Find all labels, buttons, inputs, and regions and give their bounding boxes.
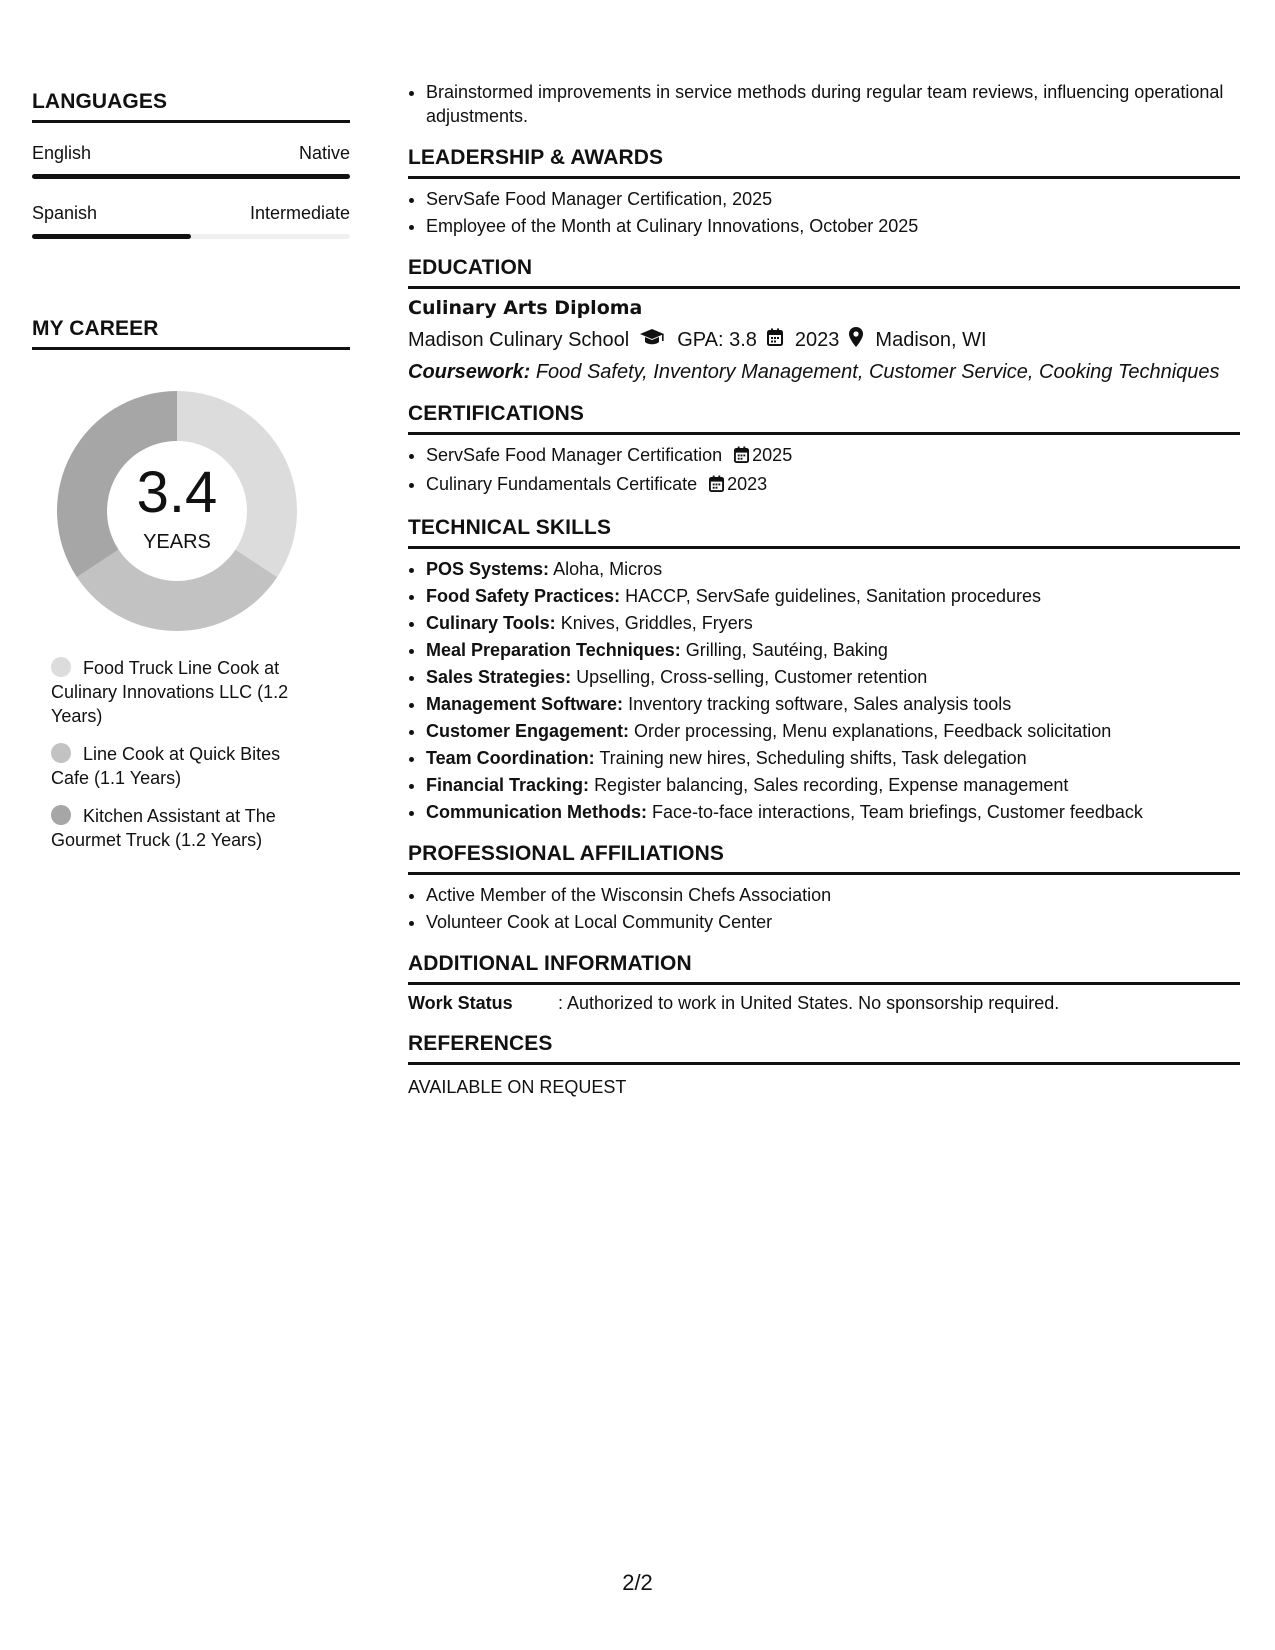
right-column: [408, 80, 1240, 1098]
experience-bullet: • Brainstormed improvements in service methods during regular team reviews, influencing operational adjustments.: [426, 80, 1240, 128]
language-name: English: [32, 143, 92, 163]
coursework-label: Coursework:: [408, 361, 531, 383]
certifications-section: [408, 402, 1240, 498]
language-level-fill: [32, 234, 191, 239]
legend-label: Kitchen Assistant at The Gourmet Truck (1.2 Years): [51, 806, 276, 850]
leadership-section: [408, 146, 1240, 238]
skill-label: Food Safety Practices:: [426, 586, 621, 606]
education-year: 2023: [794, 328, 840, 351]
skill-label: Financial Tracking:: [426, 775, 590, 795]
skill-value: Training new hires, Scheduling shifts, Task delegation: [599, 748, 1027, 768]
skill-value: Order processing, Menu explanations, Feedback solicitation: [634, 721, 1112, 741]
certifications-title: CERTIFICATIONS: [408, 402, 1240, 435]
skill-label: Meal Preparation Techniques:: [426, 640, 681, 660]
skill-label: Team Coordination:: [426, 748, 595, 768]
language-level: Intermediate: [249, 203, 350, 223]
legend-dot: [51, 657, 71, 677]
skill-value: Grilling, Sautéing, Baking: [685, 640, 888, 660]
skill-item: [426, 746, 1240, 770]
education-coursework: [408, 361, 1240, 384]
leadership-title: LEADERSHIP & AWARDS: [408, 146, 1240, 179]
work-status-label: Work Status: [408, 993, 513, 1013]
skill-value: Inventory tracking software, Sales analysis tools: [628, 694, 1012, 714]
education-location: Madison, WI: [875, 328, 987, 351]
career-total-unit: YEARS: [143, 531, 211, 553]
language-level-fill: [32, 174, 350, 179]
references-title: REFERENCES: [408, 1032, 1240, 1065]
skill-value: Knives, Griddles, Fryers: [560, 613, 753, 633]
affiliations-title: PROFESSIONAL AFFILIATIONS: [408, 842, 1240, 875]
legend-item: [51, 656, 311, 728]
language-level: Native: [298, 143, 350, 163]
legend-item: [51, 804, 311, 852]
work-status-row: [408, 993, 1240, 1014]
skill-label: POS Systems:: [426, 559, 550, 579]
legend-item: [51, 742, 311, 790]
education-school: Madison Culinary School: [408, 328, 630, 351]
career-title: MY CAREER: [32, 317, 350, 350]
calendar-icon: [767, 328, 783, 352]
graduation-cap-icon: [639, 328, 665, 352]
certification-name: Culinary Fundamentals Certificate: [426, 474, 698, 494]
languages-title: LANGUAGES: [32, 90, 350, 123]
skills-title: TECHNICAL SKILLS: [408, 516, 1240, 549]
certification-name: ServSafe Food Manager Certification: [426, 445, 723, 465]
references-section: [408, 1032, 1240, 1098]
certification-item: [426, 472, 1240, 498]
left-column: [32, 90, 350, 866]
skill-value: HACCP, ServSafe guidelines, Sanitation procedures: [625, 586, 1041, 606]
skill-label: Communication Methods:: [426, 802, 647, 822]
career-legend: [32, 656, 311, 852]
certification-year: 2025: [752, 445, 793, 465]
skill-item: [426, 557, 1240, 581]
calendar-icon: [709, 474, 724, 498]
additional-section: [408, 952, 1240, 1014]
affiliation-item: • Active Member of the Wisconsin Chefs Association: [426, 883, 1240, 907]
leadership-item: • Employee of the Month at Culinary Innovations, October 2025: [426, 214, 1240, 238]
career-donut-chart: [32, 374, 350, 634]
skill-value: Register balancing, Sales recording, Expense management: [594, 775, 1069, 795]
language-name: Spanish: [32, 203, 98, 223]
skills-section: [408, 516, 1240, 824]
experience-tail-list: [408, 80, 1240, 128]
skill-item: [426, 692, 1240, 716]
skill-value: Upselling, Cross-selling, Customer retention: [576, 667, 928, 687]
skill-item: [426, 638, 1240, 662]
work-status-value: : Authorized to work in United States. No sponsorship required.: [558, 993, 1060, 1013]
skill-value: Face-to-face interactions, Team briefings, Customer feedback: [652, 802, 1143, 822]
education-gpa: GPA: 3.8: [677, 328, 757, 351]
education-details: [408, 327, 1240, 353]
legend-label: Food Truck Line Cook at Culinary Innovations LLC (1.2 Years): [51, 658, 289, 726]
education-degree: Culinary Arts Diploma: [408, 297, 643, 319]
career-total-value: 3.4: [136, 460, 218, 525]
skill-item: [426, 665, 1240, 689]
language-level-bar: [32, 174, 350, 179]
references-text: AVAILABLE ON REQUEST: [408, 1077, 627, 1097]
skill-item: [426, 800, 1240, 824]
skill-label: Management Software:: [426, 694, 624, 714]
map-pin-icon: [849, 327, 863, 353]
legend-dot: [51, 805, 71, 825]
skill-item: [426, 719, 1240, 743]
education-section: [408, 256, 1240, 384]
leadership-item: • ServSafe Food Manager Certification, 2025: [426, 187, 1240, 211]
skill-label: Sales Strategies:: [426, 667, 572, 687]
affiliation-item: • Volunteer Cook at Local Community Center: [426, 910, 1240, 934]
certification-item: [426, 443, 1240, 469]
legend-label: Line Cook at Quick Bites Cafe (1.1 Years): [51, 744, 281, 788]
skill-item: [426, 773, 1240, 797]
page-number: 2/2: [622, 1570, 653, 1595]
skill-value: Aloha, Micros: [553, 559, 663, 579]
skill-item: [426, 611, 1240, 635]
skill-item: [426, 584, 1240, 608]
skill-label: Culinary Tools:: [426, 613, 556, 633]
language-item: [32, 143, 350, 179]
additional-title: ADDITIONAL INFORMATION: [408, 952, 1240, 985]
skill-label: Customer Engagement:: [426, 721, 630, 741]
affiliations-section: [408, 842, 1240, 934]
coursework-value: Food Safety, Inventory Management, Customer Service, Cooking Techniques: [535, 361, 1220, 383]
certification-year: 2023: [727, 474, 768, 494]
language-level-bar: [32, 234, 350, 239]
calendar-icon: [734, 445, 749, 469]
language-item: [32, 203, 350, 239]
legend-dot: [51, 743, 71, 763]
education-title: EDUCATION: [408, 256, 1240, 289]
